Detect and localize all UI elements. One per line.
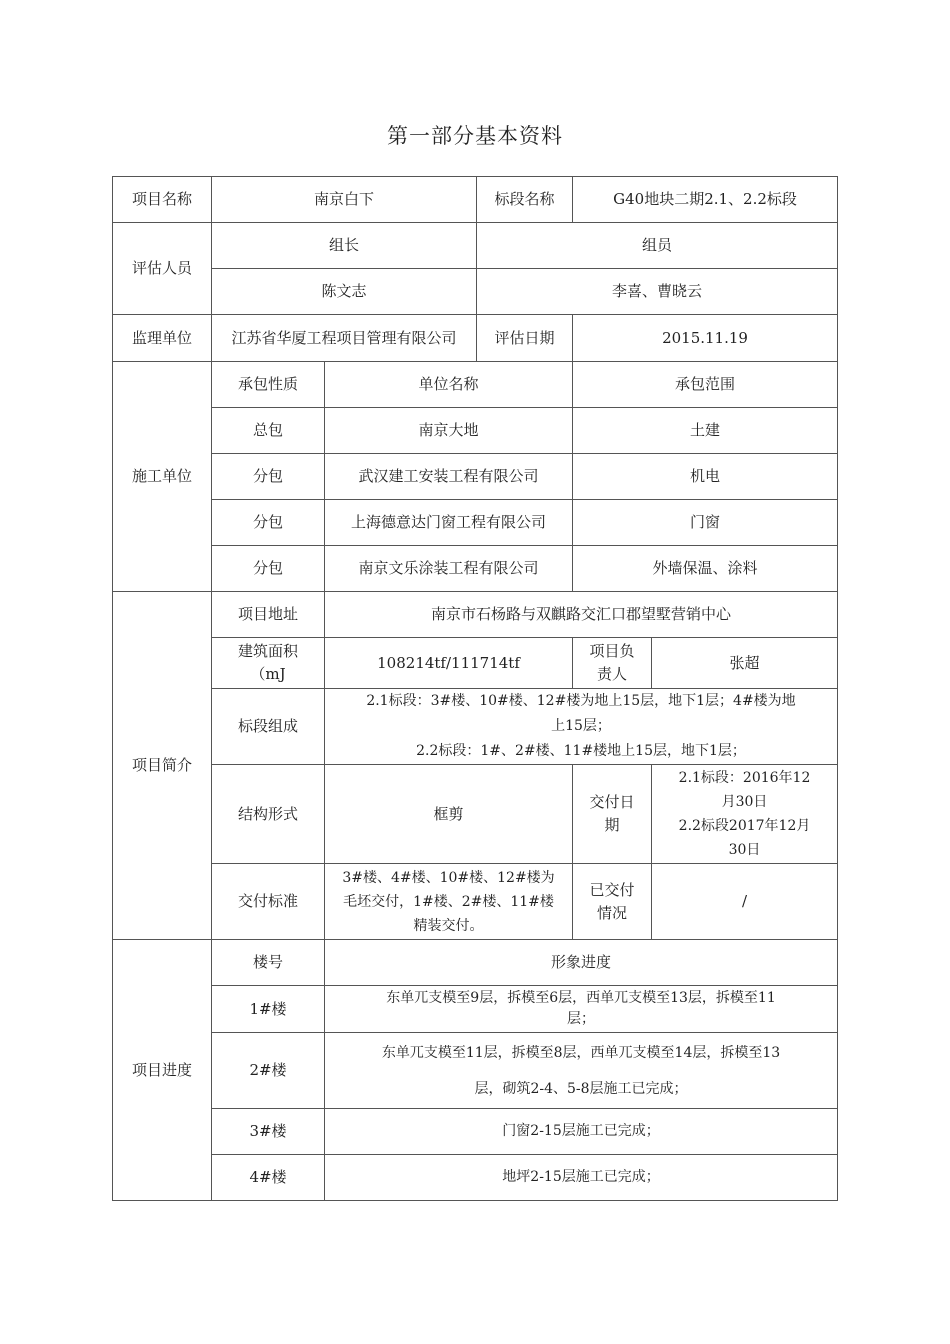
area-label-line: （mJ: [250, 665, 286, 683]
table-row: [113, 1155, 838, 1201]
delivered-label-line: 情况: [597, 903, 628, 922]
standard-label: 交付标准: [212, 864, 325, 940]
composition-label: 标段组成: [212, 689, 325, 765]
address-value: 南京市石杨路与双麒路交汇口郡望墅营销中心: [325, 592, 838, 638]
contract-scope: 机电: [573, 454, 838, 500]
construction-label: 施工单位: [113, 362, 212, 592]
eval-date-label: 评估日期: [477, 315, 573, 362]
contract-scope: 门窗: [573, 500, 838, 546]
table-row: [113, 546, 838, 592]
area-value: 108214tf/111714tf: [325, 638, 573, 689]
composition-line: 2.1标段：3#楼、10#楼、12#楼为地上15层，地下1层；4#楼为地: [366, 693, 796, 709]
progress-label: 项目进度: [113, 940, 212, 1201]
members-label: 组员: [477, 223, 838, 269]
project-name-value: 南京白下: [212, 177, 477, 223]
manager-label-line: 责人: [597, 665, 628, 683]
progress-text: 地坪2-15层施工已完成；: [325, 1155, 838, 1201]
progress-text: [325, 986, 838, 1033]
composition-line: 2.2标段：1#、2#楼、11#楼地上15层，地下1层；: [416, 743, 746, 759]
standard-line: 毛坯交付，1#楼、2#楼、11#楼: [343, 893, 554, 910]
progress-header: 形象进度: [325, 940, 838, 986]
construction-header-scope: 承包范围: [573, 362, 838, 408]
standard-line: 3#楼、4#楼、10#楼、12#楼为: [342, 869, 555, 886]
construction-header-type: 承包性质: [212, 362, 325, 408]
project-name-label: 项目名称: [113, 177, 212, 223]
supervisor-label: 监理单位: [113, 315, 212, 362]
structure-value: 框剪: [325, 765, 573, 864]
area-label: [212, 638, 325, 689]
contract-type: 分包: [212, 500, 325, 546]
table-row: [113, 408, 838, 454]
table-row: [113, 454, 838, 500]
company-name: 上海德意达门窗工程有限公司: [325, 500, 573, 546]
contract-scope: 土建: [573, 408, 838, 454]
section-name-label: 标段名称: [477, 177, 573, 223]
address-label: 项目地址: [212, 592, 325, 638]
contract-type: 分包: [212, 454, 325, 500]
company-name: 南京文乐涂装工程有限公司: [325, 546, 573, 592]
contract-type: 总包: [212, 408, 325, 454]
progress-line: 东单兀支模至11层，拆模至8层，西单兀支模至14层，拆模至13: [381, 1044, 781, 1061]
manager-label: [573, 638, 652, 689]
delivery-date-label-line: 期: [604, 816, 620, 834]
standard-line: 精装交付。: [413, 917, 484, 934]
delivery-date-value: [652, 765, 838, 864]
delivered-label-line: 已交付: [589, 880, 635, 899]
leader-value: 陈文志: [212, 269, 477, 315]
contract-scope: 外墙保温、涂料: [573, 546, 838, 592]
members-value: 李喜、曹晓云: [477, 269, 838, 315]
building-number: 1#楼: [212, 986, 325, 1033]
eval-date-value: 2015.11.19: [573, 315, 838, 362]
company-name: 南京大地: [325, 408, 573, 454]
progress-line: 层；: [567, 1011, 595, 1027]
company-name: 武汉建工安装工程有限公司: [325, 454, 573, 500]
manager-label-line: 项目负: [589, 642, 635, 660]
delivery-date-line: 月30日: [721, 794, 768, 810]
delivered-label: [573, 864, 652, 940]
assessors-label: 评估人员: [113, 223, 212, 315]
manager-value: 张超: [652, 638, 838, 689]
table-row: [113, 500, 838, 546]
composition-value: [325, 689, 838, 765]
intro-label: 项目简介: [113, 592, 212, 940]
area-label-line: 建筑面积: [237, 642, 298, 660]
delivery-date-label: [573, 765, 652, 864]
building-number: 2#楼: [212, 1033, 325, 1109]
delivery-date-label-line: 交付日: [589, 793, 635, 811]
delivery-date-line: 30日: [728, 842, 761, 858]
building-number: 4#楼: [212, 1155, 325, 1201]
composition-line: 上15层；: [551, 718, 611, 734]
table-row: [113, 1033, 838, 1109]
supervisor-value: 江苏省华厦工程项目管理有限公司: [212, 315, 477, 362]
section-name-value: G40地块二期2.1、2.2标段: [573, 177, 838, 223]
delivery-date-line: 2.2标段2017年12月: [678, 818, 811, 834]
progress-line: 层，砌筑2-4、5-8层施工已完成；: [474, 1080, 688, 1097]
standard-value: [325, 864, 573, 940]
basic-info-table: [112, 176, 838, 1201]
contract-type: 分包: [212, 546, 325, 592]
construction-header-company: 单位名称: [325, 362, 573, 408]
page-title: 第一部分基本资料: [387, 124, 563, 148]
building-number: 3#楼: [212, 1109, 325, 1155]
progress-text: 门窗2-15层施工已完成；: [325, 1109, 838, 1155]
leader-label: 组长: [212, 223, 477, 269]
table-row: [113, 1109, 838, 1155]
building-header: 楼号: [212, 940, 325, 986]
progress-text: [325, 1033, 838, 1109]
delivery-date-line: 2.1标段：2016年12: [678, 770, 811, 786]
table-row: [113, 986, 838, 1033]
delivered-value: /: [652, 864, 838, 940]
structure-label: 结构形式: [212, 765, 325, 864]
progress-line: 东单兀支模至9层，拆模至6层，西单兀支模至13层，拆模至11: [386, 990, 776, 1006]
